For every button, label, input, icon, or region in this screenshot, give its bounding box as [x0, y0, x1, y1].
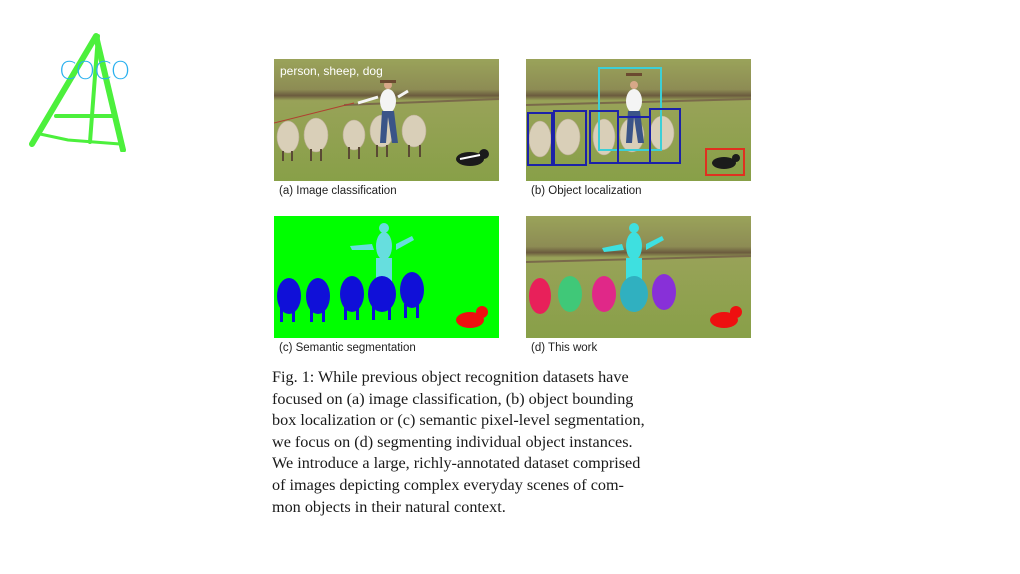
caption-line: we focus on (d) segmenting individual object instances. — [272, 432, 633, 451]
panel-object-localization — [526, 59, 751, 181]
caption-line: mon objects in their natural context. — [272, 497, 506, 516]
panel-a-caption: (a) Image classification — [279, 185, 397, 197]
caption-line: box localization or (c) semantic pixel-level segmentation, — [272, 411, 645, 430]
coco-logo-mark — [28, 30, 138, 152]
caption-line: We introduce a large, richly-annotated dataset comprised — [272, 454, 641, 473]
figure-caption — [272, 367, 742, 518]
caption-line: focused on (a) image classification, (b) object bounding — [272, 389, 634, 408]
caption-line: Fig. 1: While previous object recognition datasets have — [272, 368, 629, 386]
caption-line: of images depicting complex everyday scenes of com- — [272, 475, 624, 494]
panel-b-caption: (b) Object localization — [531, 185, 642, 197]
panel-image-classification — [274, 59, 499, 181]
panel-d-caption: (d) This work — [531, 342, 598, 354]
coco-logo-text: COCO — [59, 56, 130, 85]
panel-instance-segmentation — [526, 216, 751, 338]
panel-semantic-segmentation — [274, 216, 499, 338]
panel-a-class-labels: person, sheep, dog — [280, 64, 383, 78]
panel-c-caption: (c) Semantic segmentation — [279, 342, 416, 354]
